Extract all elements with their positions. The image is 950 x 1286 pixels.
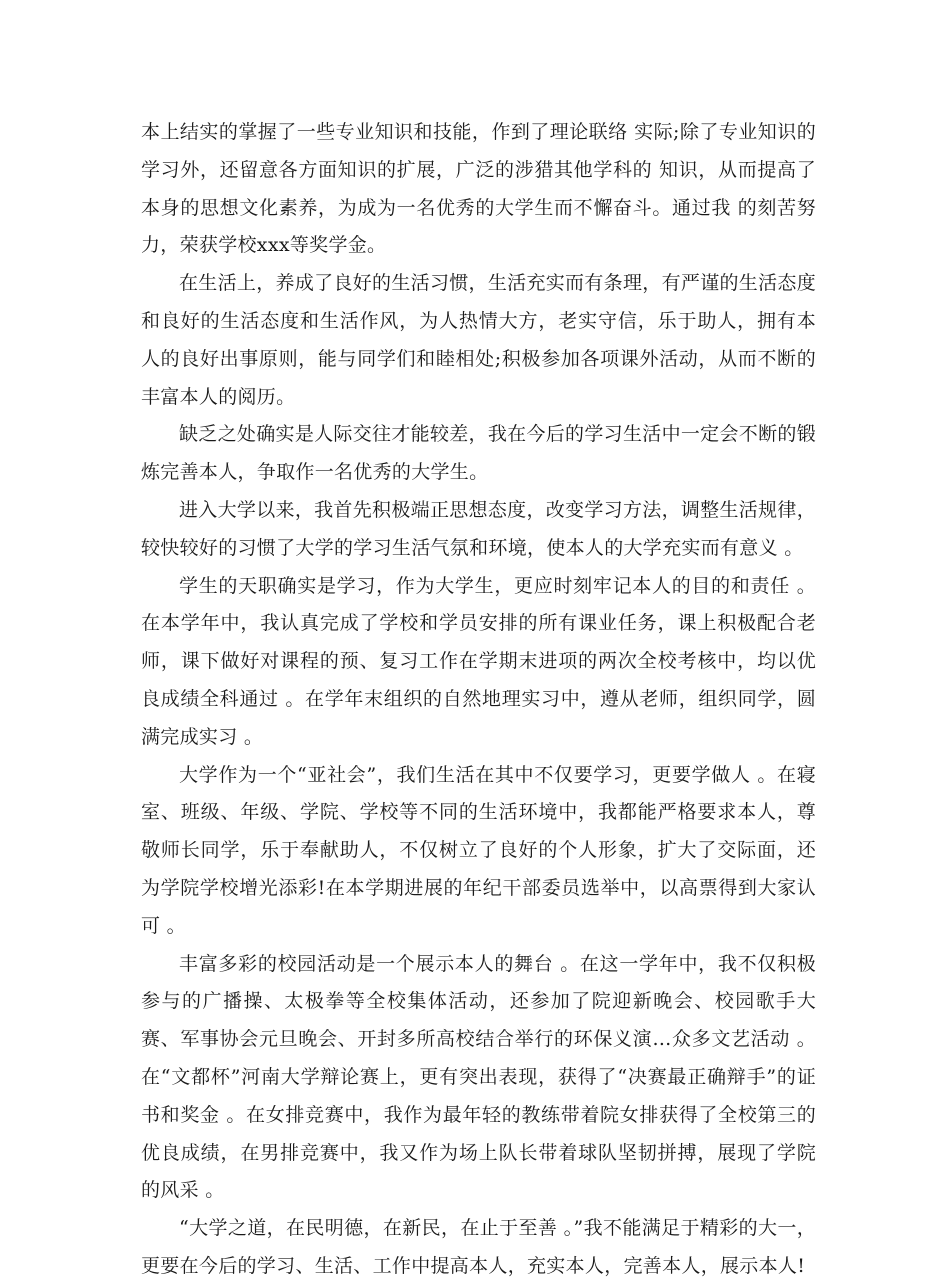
paragraph: 本上结实的掌握了一些专业知识和技能，作到了理论联络 实际;除了专业知识的学习外，还留意各方面知识的扩展，广泛的涉猎其他学科的 知识，从而提高了本身的思想文化素养，为成为一名优秀的大学生而不懈奋斗。通过我 的刻苦努力，荣获学校xxx等奖学金。 (141, 121, 816, 257)
paragraph: 进入大学以来，我首先积极端正思想态度，改变学习方法，调整生活规律，较快较好的习惯了大学的学习生活气氛和环境，使本人的大学充实而有意义 。 (141, 498, 816, 559)
document-body (141, 114, 816, 1286)
paragraph: 丰富多彩的校园活动是一个展示本人的舞台 。在这一学年中，我不仅积极参与的广播操、太极拳等全校集体活动，还参加了院迎新晚会、校园歌手大赛、军事协会元旦晚会、开封多所高校结合举行的环保义演…众多文艺活动 。在“文都杯”河南大学辩论赛上，更有突出表现，获得了“决赛最正确辩手”的证书和奖金 。在女排竞赛中，我作为最年轻的教练带着院女排获得了全校第三的优良成绩，在男排竞赛中，我又作为场上队长带着球队坚韧拼搏，展现了学院的风采 。 (141, 952, 816, 1202)
paragraph: 大学作为一个“亚社会”，我们生活在其中不仅要学习，更要学做人 。在寝室、班级、年级、学院、学校等不同的生活环境中，我都能严格要求本人，尊敬师长同学，乐于奉献助人，不仅树立了良好的个人形象，扩大了交际面，还为学院学校增光添彩!在本学期进展的年纪干部委员选举中，以高票得到大家认可 。 (141, 763, 816, 937)
paragraph: 学生的天职确实是学习，作为大学生，更应时刻牢记本人的目的和责任 。在本学年中，我认真完成了学校和学员安排的所有课业任务，课上积极配合老师，课下做好对课程的预、复习工作在学期末进项的两次全校考核中，均以优良成绩全科通过 。在学年末组织的自然地理实习中，遵从老师，组织同学，圆满完成实习 。 (141, 574, 816, 748)
paragraph: 在生活上，养成了良好的生活习惯，生活充实而有条理，有严谨的生活态度和良好的生活态度和生活作风，为人热情大方，老实守信，乐于助人，拥有本人的良好出事原则，能与同学们和睦相处;积极参加各项课外活动，从而不断的丰富本人的阅历。 (141, 272, 816, 408)
paragraph: “大学之道，在民明德，在新民，在止于至善 。”我不能满足于精彩的大一，更要在今后的学习、生活、工作中提高本人，充实本人，完善本人，展示本人! (141, 1217, 816, 1277)
paragraph: 缺乏之处确实是人际交往才能较差，我在今后的学习生活中一定会不断的锻炼完善本人，争取作一名优秀的大学生。 (141, 423, 816, 484)
